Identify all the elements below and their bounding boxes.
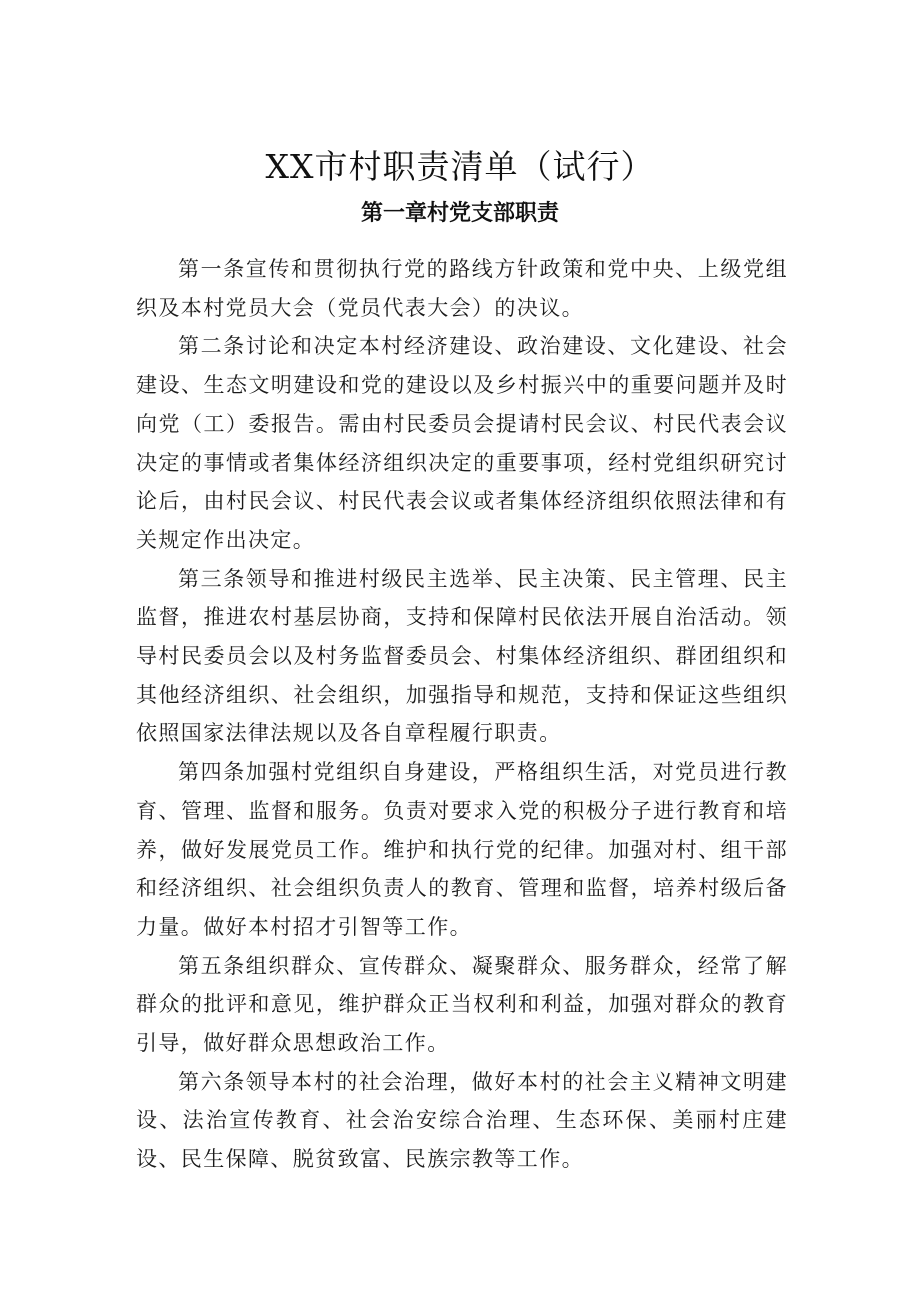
article-6: 第六条领导本村的社会治理，做好本村的社会主义精神文明建设、法治宣传教育、社会治安综合治理、生态环保、美丽村庄建设、民生保障、脱贫致富、民族宗教等工作。 bbox=[136, 1069, 788, 1172]
article-3: 第三条领导和推进村级民主选举、民主决策、民主管理、民主监督，推进农村基层协商，支持和保障村民依法开展自治活动。领导村民委员会以及村务监督委员会、村集体经济组织、群团组织和其他经济组织、社会组织，加强指导和规范，支持和保证这些组织依照国家法律法规以及各自章程履行职责。 bbox=[136, 566, 788, 746]
article-2: 第二条讨论和决定本村经济建设、政治建设、文化建设、社会建设、生态文明建设和党的建设以及乡村振兴中的重要问题并及时向党（工）委报告。需由村民委员会提请村民会议、村民代表会议决定的事情或者集体经济组织决定的重要事项，经村党组织研究讨论后，由村民会议、村民代表会议或者集体经济组织依照法律和有关规定作出决定。 bbox=[136, 334, 788, 552]
chapter-heading: 第一章村党支部职责 bbox=[360, 201, 559, 226]
document-body bbox=[136, 250, 788, 1179]
article-1: 第一条宣传和贯彻执行党的路线方针政策和党中央、上级党组织及本村党员大会（党员代表大会）的决议。 bbox=[136, 257, 788, 320]
article-5: 第五条组织群众、宣传群众、凝聚群众、服务群众，经常了解群众的批评和意见，维护群众正当权利和利益，加强对群众的教育引导，做好群众思想政治工作。 bbox=[136, 953, 788, 1056]
document-title: XX市村职责清单（试行） bbox=[265, 147, 655, 186]
article-4: 第四条加强村党组织自身建设，严格组织生活，对党员进行教育、管理、监督和服务。负责对要求入党的积极分子进行教育和培养，做好发展党员工作。维护和执行党的纪律。加强对村、组干部和经济组织、社会组织负责人的教育、管理和监督，培养村级后备力量。做好本村招才引智等工作。 bbox=[136, 760, 788, 939]
